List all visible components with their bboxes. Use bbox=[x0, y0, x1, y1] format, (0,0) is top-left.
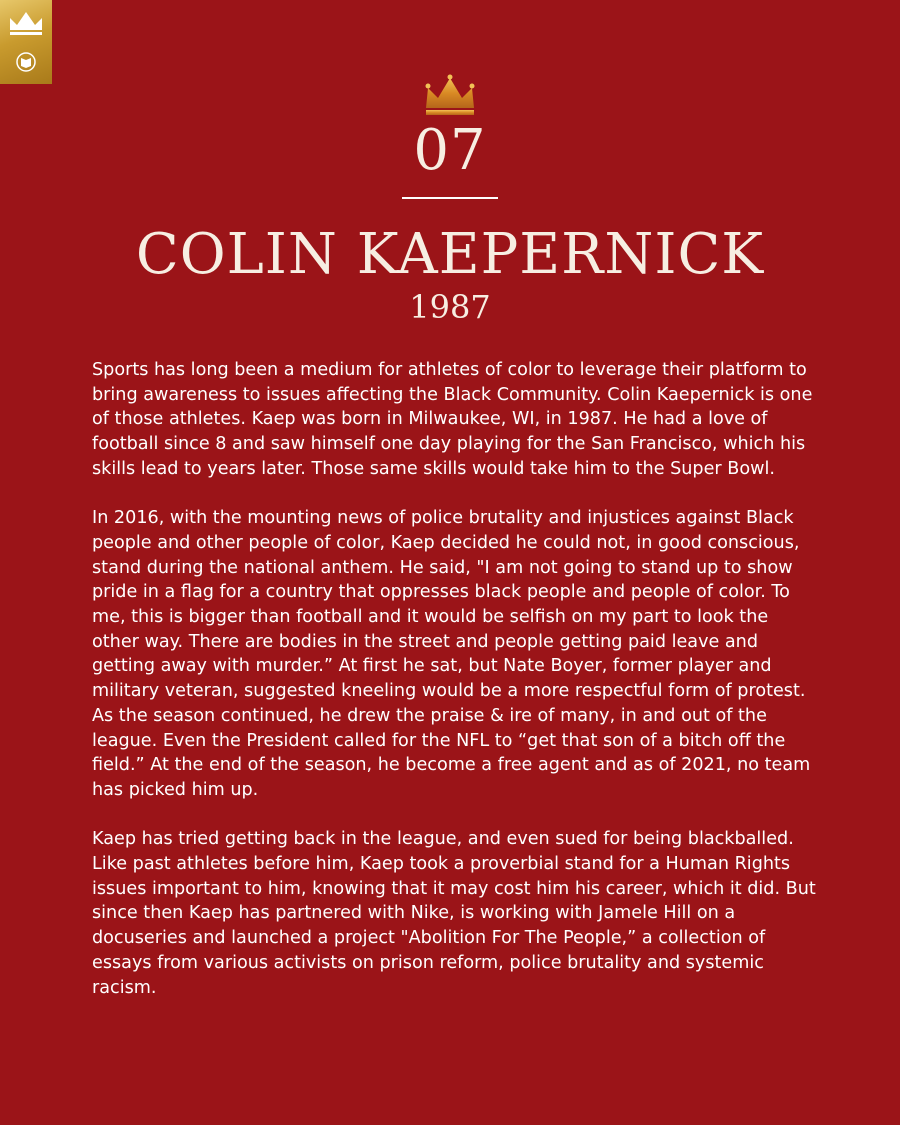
subject-year: 1987 bbox=[409, 288, 491, 326]
divider bbox=[402, 197, 498, 199]
feature-number: 07 bbox=[413, 118, 487, 183]
paragraph: Sports has long been a medium for athletes of color to leverage their platform to bring awareness to issues affecting the Black Community. Colin Kaepernick is one of those athletes. Kaep was born in Milwaukee, WI, in 1987. He had a love of football since 8 and saw himself one day playing for the San Francisco, which his skills lead to years later. Those same skills would take him to the Super Bowl. bbox=[92, 360, 813, 479]
crown-icon bbox=[424, 74, 476, 118]
article-body bbox=[92, 358, 817, 1025]
corner-badge bbox=[0, 0, 52, 84]
paragraph: Kaep has tried getting back in the league, and even sued for being blackballed. Like past athletes before him, Kaep took a proverbial stand for a Human Rights issues important to him, knowing that it may cost him his career, which it did. But since then Kaep has partnered with Nike, is working with Jamele Hill on a docuseries and launched a project "Abolition For The People,” a collection of essays from various activists on prison reform, police brutality and systemic racism. bbox=[92, 829, 816, 998]
subject-name: COLIN KAEPERNICK bbox=[135, 222, 765, 287]
crown-icon bbox=[10, 12, 42, 35]
book-icon bbox=[17, 53, 35, 71]
paragraph: In 2016, with the mounting news of police brutality and injustices against Black people and other people of color, Kaep decided he could not, in good conscious, stand during the national anthem. He said, "I am not going to stand up to show pride in a flag for a country that oppresses black people and people of color. To me, this is bigger than football and it would be selfish on my part to look the other way. There are bodies in the street and people getting paid leave and getting away with murder.” At first he sat, but Nate Boyer, former player and military veteran, suggested kneeling would be a more respectful form of protest. As the season continued, he drew the praise & ire of many, in and out of the league. Even the President called for the NFL to “get that son of a bitch off the field.” At the end of the season, he become a free agent and as of 2021, no team has picked him up. bbox=[92, 508, 811, 800]
